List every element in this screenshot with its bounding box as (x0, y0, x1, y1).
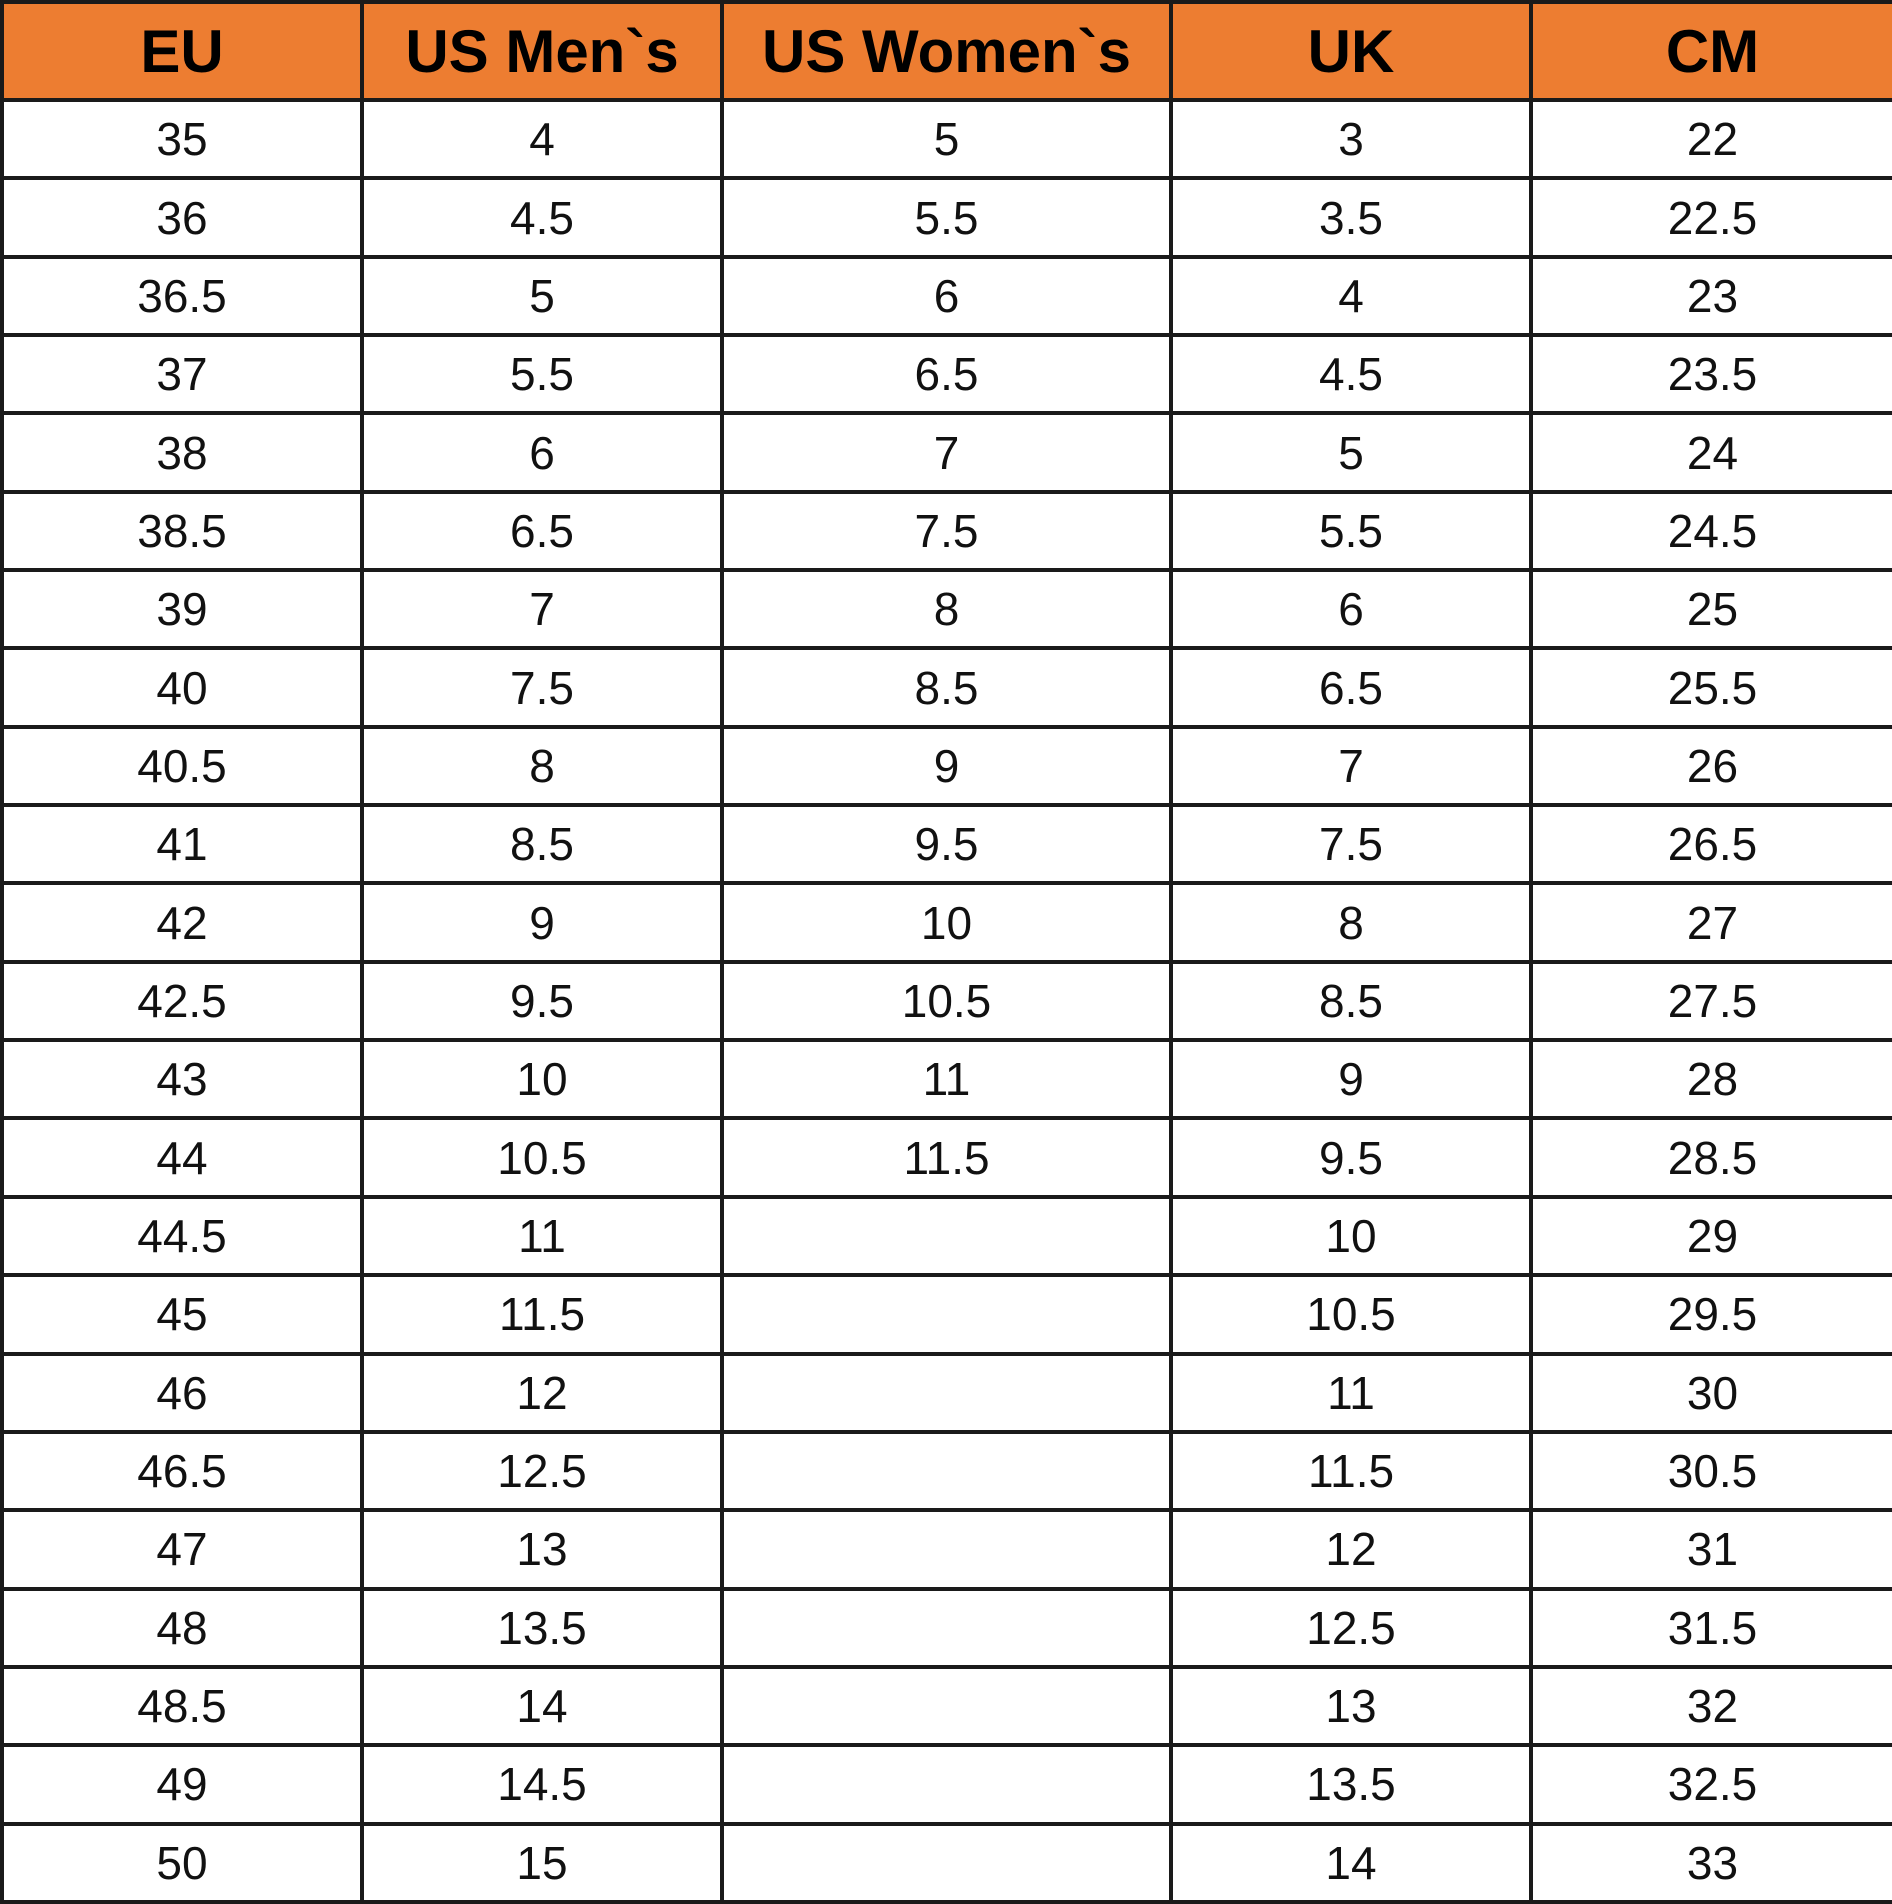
cell-us-womens: 6 (722, 257, 1171, 335)
cell-uk: 7.5 (1171, 805, 1531, 883)
cell-cm: 29.5 (1531, 1275, 1892, 1353)
cell-eu: 44 (2, 1118, 362, 1196)
table-row (2, 492, 1892, 570)
cell-us-mens: 5.5 (362, 335, 722, 413)
table-row (2, 648, 1892, 726)
cell-eu: 37 (2, 335, 362, 413)
cell-eu: 42.5 (2, 962, 362, 1040)
cell-uk: 13 (1171, 1667, 1531, 1745)
cell-cm: 29 (1531, 1197, 1892, 1275)
cell-cm: 32.5 (1531, 1745, 1892, 1823)
cell-cm: 28.5 (1531, 1118, 1892, 1196)
table-row (2, 1510, 1892, 1588)
cell-cm: 23.5 (1531, 335, 1892, 413)
header-us-mens: US Men`s (362, 2, 722, 100)
cell-uk: 12 (1171, 1510, 1531, 1588)
cell-us-mens: 7 (362, 570, 722, 648)
cell-us-womens: 10.5 (722, 962, 1171, 1040)
cell-us-mens: 4 (362, 100, 722, 178)
header-row (2, 2, 1892, 100)
cell-us-womens: 9 (722, 727, 1171, 805)
cell-eu: 38.5 (2, 492, 362, 570)
table-row (2, 178, 1892, 256)
table-row (2, 805, 1892, 883)
table-row (2, 570, 1892, 648)
table-row (2, 1745, 1892, 1823)
cell-eu: 48.5 (2, 1667, 362, 1745)
cell-us-mens: 9.5 (362, 962, 722, 1040)
cell-uk: 9.5 (1171, 1118, 1531, 1196)
header-cm: CM (1531, 2, 1892, 100)
cell-eu: 41 (2, 805, 362, 883)
cell-uk: 13.5 (1171, 1745, 1531, 1823)
cell-us-mens: 13 (362, 1510, 722, 1588)
cell-eu: 46 (2, 1354, 362, 1432)
cell-uk: 14 (1171, 1824, 1531, 1902)
cell-eu: 40 (2, 648, 362, 726)
cell-us-mens: 14.5 (362, 1745, 722, 1823)
cell-us-womens: 5.5 (722, 178, 1171, 256)
cell-uk: 3.5 (1171, 178, 1531, 256)
cell-uk: 12.5 (1171, 1589, 1531, 1667)
cell-uk: 9 (1171, 1040, 1531, 1118)
cell-us-mens: 5 (362, 257, 722, 335)
cell-uk: 7 (1171, 727, 1531, 805)
cell-eu: 43 (2, 1040, 362, 1118)
cell-eu: 42 (2, 883, 362, 961)
cell-eu: 44.5 (2, 1197, 362, 1275)
table-row (2, 413, 1892, 491)
cell-eu: 45 (2, 1275, 362, 1353)
table-row (2, 727, 1892, 805)
cell-us-womens: 7.5 (722, 492, 1171, 570)
cell-cm: 30.5 (1531, 1432, 1892, 1510)
cell-uk: 3 (1171, 100, 1531, 178)
cell-uk: 8.5 (1171, 962, 1531, 1040)
cell-uk: 4.5 (1171, 335, 1531, 413)
cell-cm: 31 (1531, 1510, 1892, 1588)
cell-uk: 11.5 (1171, 1432, 1531, 1510)
cell-us-womens: 8.5 (722, 648, 1171, 726)
table-row (2, 335, 1892, 413)
cell-cm: 32 (1531, 1667, 1892, 1745)
cell-us-mens: 11.5 (362, 1275, 722, 1353)
table-row (2, 1667, 1892, 1745)
table-row (2, 1824, 1892, 1902)
cell-us-mens: 14 (362, 1667, 722, 1745)
table-row (2, 100, 1892, 178)
cell-cm: 22 (1531, 100, 1892, 178)
cell-us-womens (722, 1197, 1171, 1275)
table-row (2, 1275, 1892, 1353)
cell-us-womens: 8 (722, 570, 1171, 648)
cell-us-mens: 10.5 (362, 1118, 722, 1196)
cell-us-womens: 11 (722, 1040, 1171, 1118)
cell-us-womens: 7 (722, 413, 1171, 491)
cell-us-mens: 7.5 (362, 648, 722, 726)
cell-cm: 30 (1531, 1354, 1892, 1432)
cell-eu: 36.5 (2, 257, 362, 335)
header-uk: UK (1171, 2, 1531, 100)
cell-us-mens: 8 (362, 727, 722, 805)
cell-cm: 31.5 (1531, 1589, 1892, 1667)
header-us-womens: US Women`s (722, 2, 1171, 100)
cell-us-womens (722, 1432, 1171, 1510)
cell-eu: 48 (2, 1589, 362, 1667)
cell-uk: 6.5 (1171, 648, 1531, 726)
table-row (2, 883, 1892, 961)
cell-eu: 38 (2, 413, 362, 491)
table-row (2, 1040, 1892, 1118)
cell-us-womens (722, 1275, 1171, 1353)
cell-uk: 5.5 (1171, 492, 1531, 570)
cell-us-mens: 6.5 (362, 492, 722, 570)
cell-uk: 10 (1171, 1197, 1531, 1275)
table-row (2, 1197, 1892, 1275)
table-body (2, 100, 1892, 1902)
cell-us-womens (722, 1589, 1171, 1667)
cell-eu: 50 (2, 1824, 362, 1902)
table-row (2, 1118, 1892, 1196)
table-row (2, 1589, 1892, 1667)
cell-us-mens: 12 (362, 1354, 722, 1432)
cell-uk: 5 (1171, 413, 1531, 491)
cell-cm: 33 (1531, 1824, 1892, 1902)
cell-uk: 4 (1171, 257, 1531, 335)
cell-eu: 49 (2, 1745, 362, 1823)
cell-eu: 39 (2, 570, 362, 648)
cell-cm: 27.5 (1531, 962, 1892, 1040)
cell-us-womens (722, 1745, 1171, 1823)
cell-us-womens (722, 1824, 1171, 1902)
cell-cm: 26 (1531, 727, 1892, 805)
cell-us-mens: 11 (362, 1197, 722, 1275)
cell-us-womens (722, 1510, 1171, 1588)
cell-eu: 40.5 (2, 727, 362, 805)
cell-us-womens: 11.5 (722, 1118, 1171, 1196)
cell-cm: 28 (1531, 1040, 1892, 1118)
cell-cm: 27 (1531, 883, 1892, 961)
table-row (2, 1432, 1892, 1510)
cell-us-womens: 9.5 (722, 805, 1171, 883)
cell-us-mens: 13.5 (362, 1589, 722, 1667)
cell-eu: 46.5 (2, 1432, 362, 1510)
table-row (2, 257, 1892, 335)
cell-us-mens: 9 (362, 883, 722, 961)
cell-uk: 6 (1171, 570, 1531, 648)
cell-us-mens: 4.5 (362, 178, 722, 256)
cell-eu: 47 (2, 1510, 362, 1588)
cell-us-mens: 6 (362, 413, 722, 491)
header-eu: EU (2, 2, 362, 100)
cell-us-mens: 12.5 (362, 1432, 722, 1510)
cell-cm: 25 (1531, 570, 1892, 648)
table-row (2, 1354, 1892, 1432)
cell-us-mens: 8.5 (362, 805, 722, 883)
cell-uk: 8 (1171, 883, 1531, 961)
cell-us-womens: 10 (722, 883, 1171, 961)
cell-cm: 25.5 (1531, 648, 1892, 726)
cell-eu: 35 (2, 100, 362, 178)
cell-uk: 11 (1171, 1354, 1531, 1432)
cell-cm: 24 (1531, 413, 1892, 491)
cell-us-womens: 6.5 (722, 335, 1171, 413)
table-header (2, 2, 1892, 100)
cell-eu: 36 (2, 178, 362, 256)
cell-cm: 22.5 (1531, 178, 1892, 256)
cell-us-womens (722, 1354, 1171, 1432)
cell-us-womens (722, 1667, 1171, 1745)
cell-us-mens: 15 (362, 1824, 722, 1902)
cell-cm: 26.5 (1531, 805, 1892, 883)
cell-us-mens: 10 (362, 1040, 722, 1118)
cell-us-womens: 5 (722, 100, 1171, 178)
cell-uk: 10.5 (1171, 1275, 1531, 1353)
cell-cm: 23 (1531, 257, 1892, 335)
table-row (2, 962, 1892, 1040)
cell-cm: 24.5 (1531, 492, 1892, 570)
